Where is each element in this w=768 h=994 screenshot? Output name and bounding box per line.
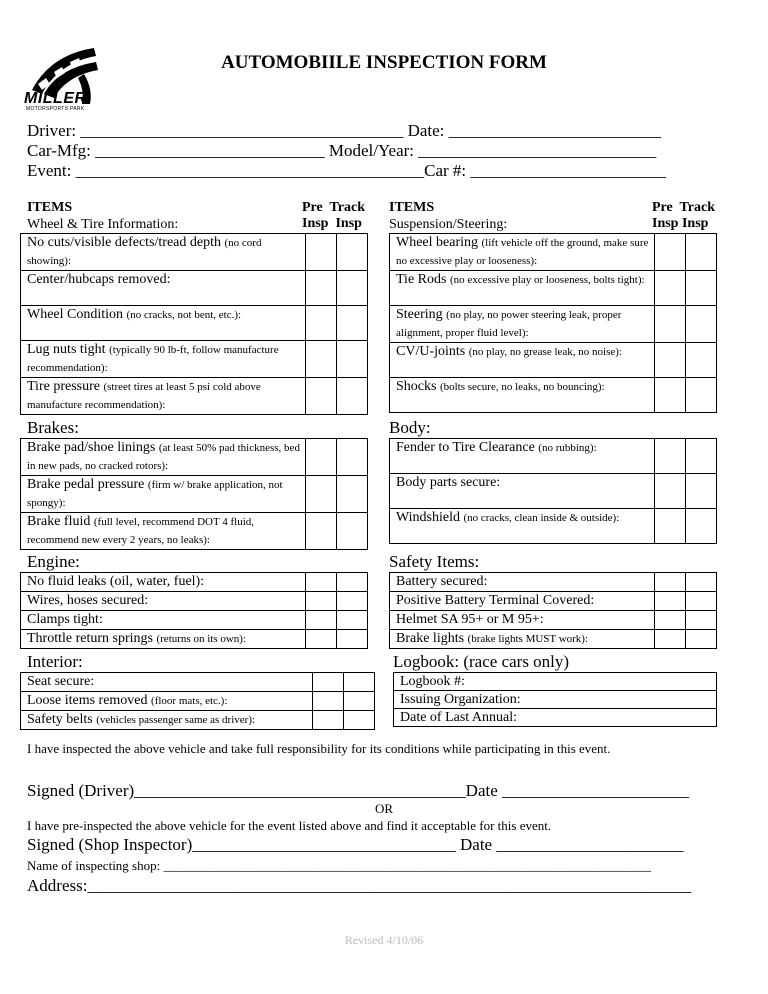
- table-row: [21, 692, 375, 711]
- table-row: [390, 378, 717, 413]
- item-label: Safety belts (vehicles passenger same as driver):: [21, 711, 313, 730]
- pre-insp-checkbox[interactable]: [306, 234, 337, 271]
- item-label: Lug nuts tight (typically 90 lb-ft, follow manufacture recommendation):: [21, 341, 306, 378]
- right-pre-track-header: Pre Track Insp Insp: [652, 200, 715, 231]
- table-row: [390, 630, 717, 649]
- track-insp-checkbox[interactable]: [337, 630, 368, 649]
- table-row: [390, 439, 717, 474]
- body-heading: Body:: [389, 418, 431, 437]
- pre-insp-checkbox[interactable]: [306, 592, 337, 611]
- last-annual-date-field[interactable]: Date of Last Annual:: [394, 709, 717, 727]
- address-line[interactable]: Address:_______________________________________________________________________: [27, 876, 691, 895]
- logo-subtitle: MOTORSPORTS PARK: [26, 106, 85, 112]
- item-label: Brake pedal pressure (firm w/ brake application, not spongy):: [21, 476, 306, 513]
- track-insp-checkbox[interactable]: [686, 234, 717, 271]
- table-row: [21, 341, 368, 378]
- track-insp-checkbox[interactable]: [686, 474, 717, 509]
- table-row: [390, 592, 717, 611]
- item-label: Shocks (bolts secure, no leaks, no bouncing):: [390, 378, 655, 413]
- engine-table: [20, 572, 368, 649]
- engine-heading: Engine:: [27, 552, 80, 571]
- pre-insp-checkbox[interactable]: [306, 630, 337, 649]
- wheel-tire-table: [20, 233, 368, 415]
- track-insp-checkbox[interactable]: [686, 509, 717, 544]
- item-label: Tire pressure (street tires at least 5 psi cold above manufacture recommendation):: [21, 378, 306, 415]
- logbook-heading: Logbook: (race cars only): [393, 652, 570, 671]
- brakes-heading: Brakes:: [27, 418, 79, 437]
- issuing-organization-field[interactable]: Issuing Organization:: [394, 691, 717, 709]
- track-insp-checkbox[interactable]: [337, 306, 368, 341]
- logbook-table: [393, 672, 717, 727]
- item-label: No fluid leaks (oil, water, fuel):: [21, 573, 306, 592]
- table-row: [390, 271, 717, 306]
- item-label: No cuts/visible defects/tread depth (no cord showing):: [21, 234, 306, 271]
- pre-insp-checkbox[interactable]: [655, 343, 686, 378]
- pre-insp-checkbox[interactable]: [655, 271, 686, 306]
- left-items-header: ITEMS: [27, 200, 73, 215]
- table-row: [21, 711, 375, 730]
- item-label: Battery secured:: [390, 573, 655, 592]
- right-items-header: ITEMS: [389, 200, 435, 215]
- table-row: [21, 271, 368, 306]
- item-label: Brake pad/shoe linings (at least 50% pad thickness, bed in new pads, no cracked rotors):: [21, 439, 306, 476]
- pre-insp-checkbox[interactable]: [655, 439, 686, 474]
- item-label: Steering (no play, no power steering leak, proper alignment, proper fluid level):: [390, 306, 655, 343]
- track-insp-checkbox[interactable]: [337, 513, 368, 550]
- table-row: [394, 709, 717, 727]
- revision-date: Revised 4/10/06: [344, 933, 424, 947]
- table-row: [21, 306, 368, 341]
- pre-insp-checkbox[interactable]: [655, 509, 686, 544]
- table-row: [21, 611, 368, 630]
- item-label: Body parts secure:: [390, 474, 655, 509]
- table-row: [21, 476, 368, 513]
- track-insp-checkbox[interactable]: [344, 673, 375, 692]
- shop-name-line[interactable]: [27, 857, 651, 875]
- interior-heading: Interior:: [27, 652, 83, 671]
- track-insp-checkbox[interactable]: [337, 592, 368, 611]
- shop-name-label: Name of inspecting shop: [27, 858, 157, 873]
- driver-date-line[interactable]: Driver: ______________________________________ Date: _________________________: [27, 121, 662, 140]
- item-label: Tie Rods (no excessive play or looseness, bolts tight):: [390, 271, 655, 306]
- pre-insp-checkbox[interactable]: [306, 271, 337, 306]
- car-model-line[interactable]: Car-Mfg: ___________________________ Model/Year: ____________________________: [27, 141, 657, 160]
- pre-insp-checkbox[interactable]: [655, 592, 686, 611]
- table-row: [390, 573, 717, 592]
- track-insp-checkbox[interactable]: [686, 630, 717, 649]
- track-insp-checkbox[interactable]: [686, 343, 717, 378]
- track-insp-checkbox[interactable]: [686, 378, 717, 413]
- pre-insp-checkbox[interactable]: [313, 692, 344, 711]
- table-row: [394, 691, 717, 709]
- item-label: Wires, hoses secured:: [21, 592, 306, 611]
- safety-heading: Safety Items:: [389, 552, 480, 571]
- pre-insp-checkbox[interactable]: [306, 513, 337, 550]
- shop-signature-line[interactable]: Signed (Shop Inspector)_______________________________ Date ______________________: [27, 835, 684, 854]
- pre-insp-checkbox[interactable]: [306, 439, 337, 476]
- pre-insp-checkbox[interactable]: [306, 378, 337, 415]
- item-label: Helmet SA 95+ or M 95+:: [390, 611, 655, 630]
- table-row: [21, 673, 375, 692]
- pre-insp-checkbox[interactable]: [313, 711, 344, 730]
- track-insp-checkbox[interactable]: [344, 711, 375, 730]
- pre-insp-checkbox[interactable]: [306, 341, 337, 378]
- track-insp-checkbox[interactable]: [686, 271, 717, 306]
- track-insp-checkbox[interactable]: [686, 573, 717, 592]
- driver-statement: I have inspected the above vehicle and take full responsibility for its conditions while participating in this event.: [27, 741, 611, 756]
- track-insp-checkbox[interactable]: [337, 271, 368, 306]
- logo-name: MILLER: [24, 90, 87, 107]
- pre-insp-checkbox[interactable]: [306, 476, 337, 513]
- shop-name-blank: : ___________________________________________________________________________: [156, 858, 651, 873]
- pre-insp-checkbox[interactable]: [306, 611, 337, 630]
- track-insp-checkbox[interactable]: [337, 234, 368, 271]
- pre-insp-checkbox[interactable]: [655, 573, 686, 592]
- track-insp-checkbox[interactable]: [337, 341, 368, 378]
- table-row: [21, 513, 368, 550]
- logbook-number-field[interactable]: Logbook #:: [394, 673, 717, 691]
- track-insp-checkbox[interactable]: [337, 611, 368, 630]
- table-row: [21, 378, 368, 415]
- table-row: [21, 234, 368, 271]
- suspension-table: [389, 233, 717, 413]
- event-carnum-line[interactable]: Event: _________________________________________Car #: _______________________: [27, 161, 666, 180]
- track-insp-checkbox[interactable]: [337, 573, 368, 592]
- pre-insp-checkbox[interactable]: [655, 378, 686, 413]
- item-label: Brake fluid (full level, recommend DOT 4 fluid, recommend new every 2 years, no leaks):: [21, 513, 306, 550]
- track-insp-checkbox[interactable]: [686, 611, 717, 630]
- pre-insp-checkbox[interactable]: [313, 673, 344, 692]
- track-insp-checkbox[interactable]: [686, 306, 717, 343]
- item-label: Center/hubcaps removed:: [21, 271, 306, 306]
- track-insp-checkbox[interactable]: [686, 592, 717, 611]
- shop-statement: I have pre-inspected the above vehicle for the event listed above and find it acceptable for this event.: [27, 818, 552, 833]
- table-row: [390, 234, 717, 271]
- item-label: CV/U-joints (no play, no grease leak, no noise):: [390, 343, 655, 378]
- table-row: [390, 306, 717, 343]
- wheel-tire-heading: Wheel & Tire Information:: [27, 217, 179, 232]
- pre-insp-checkbox[interactable]: [655, 630, 686, 649]
- track-insp-checkbox[interactable]: [337, 476, 368, 513]
- pre-insp-checkbox[interactable]: [655, 234, 686, 271]
- table-row: [21, 630, 368, 649]
- pre-insp-checkbox[interactable]: [655, 611, 686, 630]
- table-row: [21, 592, 368, 611]
- item-label: Clamps tight:: [21, 611, 306, 630]
- table-row: [390, 343, 717, 378]
- or-separator: OR: [374, 801, 394, 816]
- item-label: Wheel Condition (no cracks, not bent, etc.):: [21, 306, 306, 341]
- track-insp-checkbox[interactable]: [344, 692, 375, 711]
- item-label: Seat secure:: [21, 673, 313, 692]
- item-label: Wheel bearing (lift vehicle off the ground, make sure no excessive play or looseness):: [390, 234, 655, 271]
- table-row: [390, 509, 717, 544]
- pre-insp-checkbox[interactable]: [655, 474, 686, 509]
- table-row: [394, 673, 717, 691]
- table-row: [390, 611, 717, 630]
- pre-insp-checkbox[interactable]: [655, 306, 686, 343]
- table-row: [21, 573, 368, 592]
- table-row: [21, 439, 368, 476]
- track-insp-checkbox[interactable]: [337, 378, 368, 415]
- left-pre-track-header: Pre Track Insp Insp: [302, 200, 365, 231]
- track-insp-checkbox[interactable]: [686, 439, 717, 474]
- item-label: Fender to Tire Clearance (no rubbing):: [390, 439, 655, 474]
- brakes-table: [20, 438, 368, 550]
- interior-table: [20, 672, 375, 730]
- pre-insp-checkbox[interactable]: [306, 306, 337, 341]
- form-title: AUTOMOBIILE INSPECTION FORM: [221, 52, 547, 73]
- item-label: Brake lights (brake lights MUST work):: [390, 630, 655, 649]
- table-row: [390, 474, 717, 509]
- item-label: Loose items removed (floor mats, etc.):: [21, 692, 313, 711]
- body-table: [389, 438, 717, 544]
- item-label: Throttle return springs (returns on its own):: [21, 630, 306, 649]
- driver-signature-line[interactable]: Signed (Driver)_______________________________________Date ______________________: [27, 781, 690, 800]
- item-label: Windshield (no cracks, clean inside & outside):: [390, 509, 655, 544]
- safety-table: [389, 572, 717, 649]
- track-insp-checkbox[interactable]: [337, 439, 368, 476]
- pre-insp-checkbox[interactable]: [306, 573, 337, 592]
- suspension-heading: Suspension/Steering:: [389, 217, 508, 232]
- item-label: Positive Battery Terminal Covered:: [390, 592, 655, 611]
